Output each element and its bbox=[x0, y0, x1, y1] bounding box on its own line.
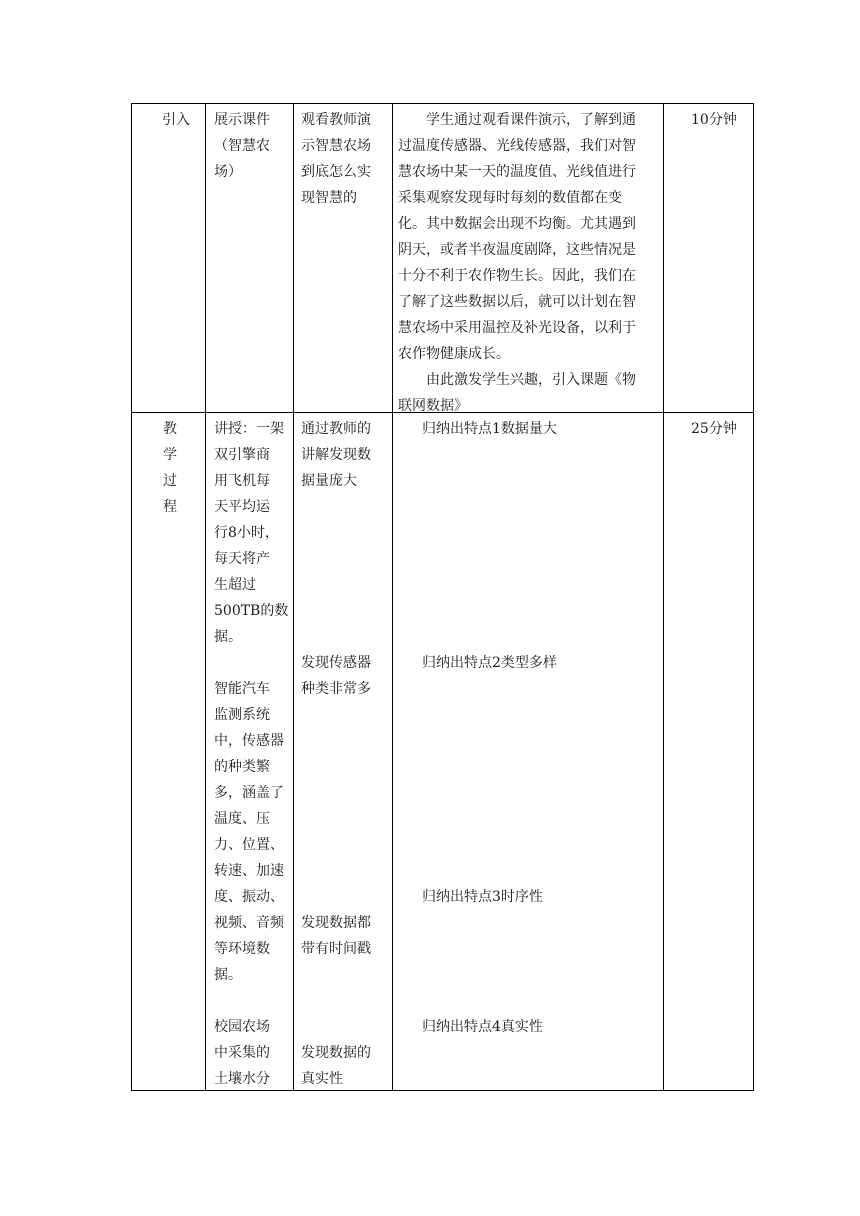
text-line: 教 bbox=[163, 421, 177, 437]
text-line: 观看教师演 bbox=[301, 112, 371, 128]
text-line: 双引擎商 bbox=[214, 447, 270, 463]
text-line: 到底怎么实 bbox=[301, 164, 371, 180]
text-line: 行8小时， bbox=[214, 525, 279, 541]
text-line: 的种类繁 bbox=[214, 759, 270, 775]
text-line: 土壤水分 bbox=[214, 1071, 270, 1087]
text-line: 慧农场中某一天的温度值、光线值进行 bbox=[398, 164, 636, 180]
text-line: 讲解发现数 bbox=[301, 447, 371, 463]
process-student-1-cell bbox=[301, 416, 393, 494]
text-line: 现智慧的 bbox=[301, 190, 357, 206]
text-line: 带有时间戳 bbox=[301, 941, 371, 957]
text-line: 联网数据》 bbox=[398, 398, 468, 414]
intro-design-cell bbox=[398, 107, 662, 419]
text-line: 生超过 bbox=[214, 577, 256, 593]
feature-2: 归纳出特点2类型多样 bbox=[422, 655, 557, 671]
process-time-cell bbox=[691, 416, 737, 442]
intro-student-cell bbox=[301, 107, 391, 211]
text-line: （智慧农 bbox=[214, 138, 270, 154]
process-activity-2-cell bbox=[214, 676, 294, 988]
text-line: 转速、加速 bbox=[214, 863, 284, 879]
text-line: 度、振动、 bbox=[214, 889, 284, 905]
text-line: 发现传感器 bbox=[301, 655, 371, 671]
feature-3: 归纳出特点3时序性 bbox=[422, 889, 543, 905]
text-line: 学 bbox=[163, 447, 177, 463]
text-line: 农作物健康成长。 bbox=[398, 346, 510, 362]
text-line: 力、位置、 bbox=[214, 837, 284, 853]
text-line: 慧农场中采用温控及补光设备，以利于 bbox=[398, 320, 636, 336]
intro-stage-cell bbox=[162, 107, 190, 133]
text-line: 视频、音频 bbox=[214, 915, 284, 931]
text-line: 过 bbox=[163, 473, 177, 489]
intro-time: 10分钟 bbox=[691, 112, 737, 128]
text-line: 发现数据都 bbox=[301, 915, 371, 931]
process-student-3-cell bbox=[301, 910, 393, 962]
process-activity-1-cell bbox=[214, 416, 294, 650]
text-line: 中，传感器 bbox=[214, 733, 284, 749]
text-line: 学生通过观看课件演示，了解到通 bbox=[426, 112, 636, 128]
text-line: 据。 bbox=[214, 967, 242, 983]
text-line: 通过教师的 bbox=[301, 421, 371, 437]
text-line: 校园农场 bbox=[214, 1019, 270, 1035]
text-line: 场） bbox=[214, 164, 242, 180]
text-line: 用飞机每 bbox=[214, 473, 270, 489]
text-line: 示智慧农场 bbox=[301, 138, 371, 154]
text-line: 采集观察发现每时每刻的数值都在变 bbox=[398, 190, 622, 206]
text-line: 智能汽车 bbox=[214, 681, 270, 697]
process-stage-cell bbox=[160, 416, 180, 520]
column-divider bbox=[663, 104, 664, 1090]
text-line: 温度、压 bbox=[214, 811, 270, 827]
feature-4: 归纳出特点4真实性 bbox=[422, 1019, 543, 1035]
process-student-4-cell bbox=[301, 1040, 393, 1092]
text-line: 等环境数 bbox=[214, 941, 270, 957]
intro-stage: 引入 bbox=[162, 112, 190, 128]
text-line: 阴天，或者半夜温度剧降，这些情况是 bbox=[398, 242, 636, 258]
text-line: 种类非常多 bbox=[301, 681, 371, 697]
text-line: 过温度传感器、光线传感器，我们对智 bbox=[398, 138, 636, 154]
text-line: 天平均运 bbox=[214, 499, 270, 515]
text-line: 中采集的 bbox=[214, 1045, 270, 1061]
feature-1: 归纳出特点1数据量大 bbox=[422, 421, 557, 437]
text-line: 每天将产 bbox=[214, 551, 270, 567]
text-line: 真实性 bbox=[301, 1071, 343, 1087]
text-line: 十分不利于农作物生长。因此，我们在 bbox=[398, 268, 636, 284]
process-student-2-cell bbox=[301, 650, 393, 702]
text-line: 展示课件 bbox=[214, 112, 270, 128]
intro-time-cell bbox=[691, 107, 737, 133]
intro-activity-cell bbox=[206, 107, 293, 185]
column-divider bbox=[205, 104, 206, 1090]
text-line: 程 bbox=[163, 499, 177, 515]
text-line: 由此激发学生兴趣，引入课题《物 bbox=[426, 372, 636, 388]
text-line: 监测系统 bbox=[214, 707, 270, 723]
text-line: 化。其中数据会出现不均衡。尤其遇到 bbox=[398, 216, 636, 232]
text-line: 了解了这些数据以后，就可以计划在智 bbox=[398, 294, 636, 310]
text-line: 多，涵盖了 bbox=[214, 785, 284, 801]
lesson-plan-table bbox=[131, 103, 754, 1091]
process-time: 25分钟 bbox=[691, 421, 737, 437]
text-line: 据量庞大 bbox=[301, 473, 357, 489]
text-line: 发现数据的 bbox=[301, 1045, 371, 1061]
text-line: 据。 bbox=[214, 629, 242, 645]
text-line: 讲授：一架 bbox=[214, 421, 284, 437]
text-line: 500TB的数 bbox=[214, 603, 289, 619]
process-activity-3-cell bbox=[214, 1014, 294, 1092]
